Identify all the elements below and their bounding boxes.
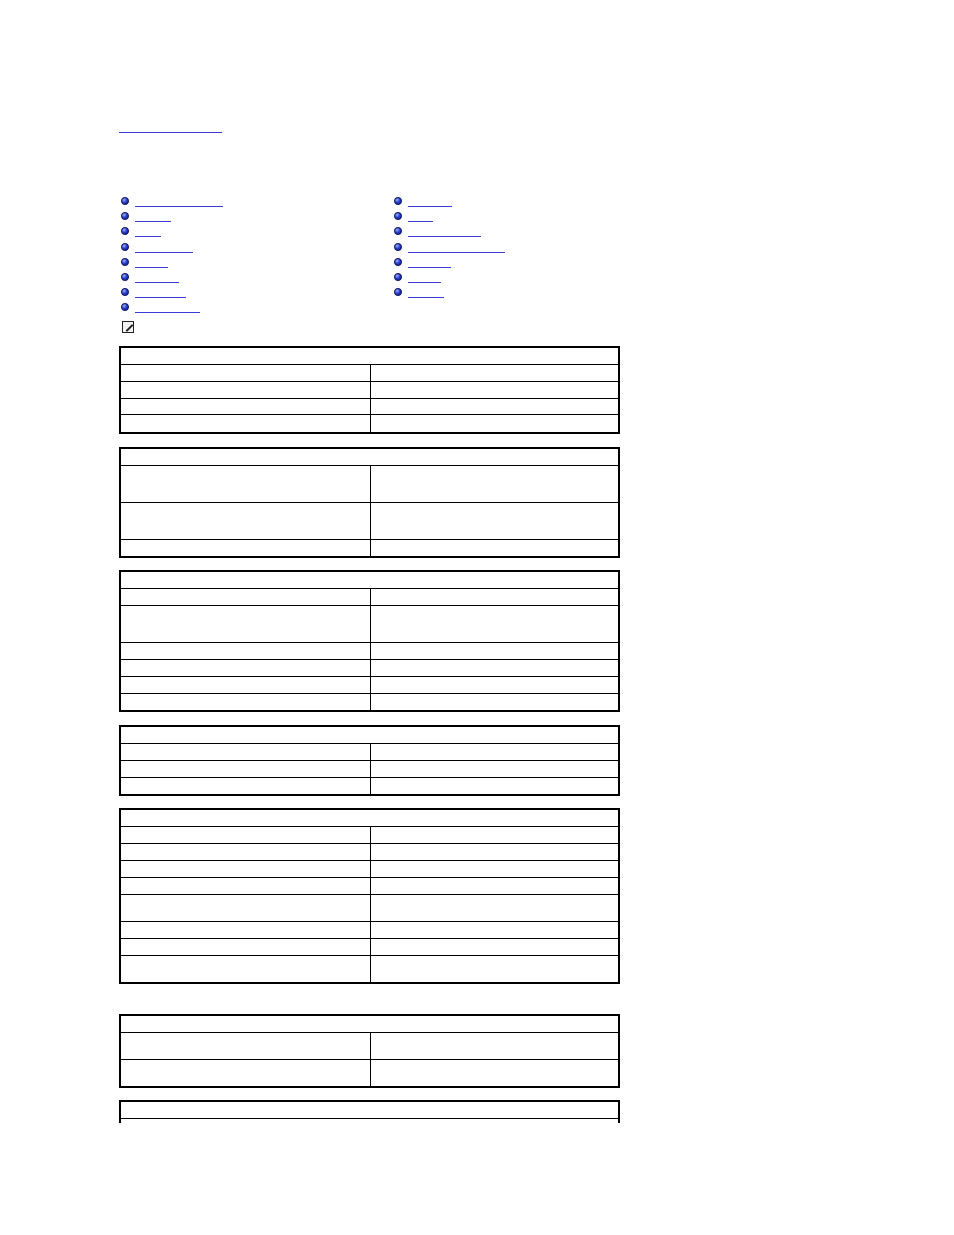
table-cell-value — [371, 778, 618, 794]
bullet-icon — [121, 212, 129, 220]
table-row — [121, 956, 618, 982]
table-row — [121, 778, 618, 794]
table-row — [121, 643, 618, 660]
bullet-icon — [121, 303, 129, 311]
table-cell-label — [121, 844, 371, 860]
table-row — [121, 503, 618, 540]
table-header — [121, 449, 618, 466]
table-cell-label — [121, 466, 371, 502]
table-row — [121, 694, 618, 710]
table-cell-value — [371, 827, 618, 843]
table-cell-label — [121, 643, 371, 659]
toc-link[interactable] — [135, 196, 223, 207]
table-cell-label — [121, 382, 371, 398]
bullet-icon — [121, 288, 129, 296]
table-cell-value — [371, 744, 618, 760]
table-header — [121, 348, 618, 365]
table-cell-value — [371, 503, 618, 539]
bullet-icon — [394, 288, 402, 296]
bullet-icon — [394, 197, 402, 205]
table-cell-value — [371, 540, 618, 556]
table-row — [121, 827, 618, 844]
table-cell-value — [371, 878, 618, 894]
toc-link[interactable] — [408, 196, 452, 207]
table-row — [121, 895, 618, 922]
table-cell-value — [371, 694, 618, 710]
table-row — [121, 606, 618, 643]
table-cell-value — [371, 466, 618, 502]
table-cell-value — [371, 1060, 618, 1086]
table-row — [121, 761, 618, 778]
table-row — [121, 365, 618, 382]
table-row — [121, 540, 618, 556]
table-cell-value — [371, 589, 618, 605]
toc-link[interactable] — [135, 302, 200, 313]
table-cell-label — [121, 1033, 371, 1059]
table-row — [121, 861, 618, 878]
table-header — [121, 572, 618, 589]
toc-link[interactable] — [135, 226, 161, 237]
table-cell-value — [371, 606, 618, 642]
table-cell-label — [121, 677, 371, 693]
toc-link[interactable] — [408, 242, 505, 253]
table-cell-label — [121, 939, 371, 955]
table-cell-value — [371, 922, 618, 938]
bullet-icon — [394, 273, 402, 281]
table-cell-value — [371, 844, 618, 860]
bullet-icon — [121, 227, 129, 235]
spec-table — [119, 725, 620, 796]
table-cell-label — [121, 922, 371, 938]
toc-link[interactable] — [408, 287, 444, 298]
toc-link[interactable] — [135, 272, 179, 283]
table-cell-label — [121, 606, 371, 642]
table-cell-label — [121, 744, 371, 760]
table-cell-value — [371, 956, 618, 982]
table-header — [121, 727, 618, 744]
spec-table — [119, 570, 620, 712]
table-cell-label — [121, 761, 371, 777]
table-row — [121, 466, 618, 503]
table-cell-label — [121, 956, 371, 982]
table-row — [121, 844, 618, 861]
toc-link[interactable] — [408, 272, 441, 283]
toc-link[interactable] — [408, 226, 481, 237]
table-row — [121, 1060, 618, 1086]
table-row — [121, 415, 618, 432]
table-cell-value — [371, 1033, 618, 1059]
table-cell-label — [121, 1060, 371, 1086]
toc-link[interactable] — [135, 287, 186, 298]
toc-link[interactable] — [408, 211, 433, 222]
spec-table — [119, 1014, 620, 1088]
bullet-icon — [394, 258, 402, 266]
toc-link[interactable] — [135, 242, 193, 253]
table-cell-value — [371, 643, 618, 659]
table-cell-value — [371, 399, 618, 414]
bullet-icon — [394, 227, 402, 235]
table-row — [121, 589, 618, 606]
table-cell-value — [371, 382, 618, 398]
table-row — [121, 660, 618, 677]
table-cell-label — [121, 589, 371, 605]
table-cell-value — [371, 415, 618, 432]
table-cell-label — [121, 778, 371, 794]
spec-table — [119, 808, 620, 984]
bullet-icon — [121, 197, 129, 205]
table-row — [121, 922, 618, 939]
table-cell-label — [121, 895, 371, 921]
table-cell-value — [371, 660, 618, 676]
table-row — [121, 382, 618, 399]
bullet-icon — [121, 258, 129, 266]
spec-table — [119, 1100, 620, 1123]
table-row — [121, 878, 618, 895]
table-row — [121, 399, 618, 415]
table-cell-label — [121, 503, 371, 539]
table-row — [121, 939, 618, 956]
bullet-icon — [394, 212, 402, 220]
table-cell-label — [121, 861, 371, 877]
table-row — [121, 744, 618, 761]
spec-table — [119, 447, 620, 558]
table-cell-value — [371, 677, 618, 693]
table-header — [121, 1016, 618, 1033]
back-to-contents-link[interactable] — [119, 120, 222, 133]
table-header — [121, 810, 618, 827]
table-header — [121, 1102, 618, 1119]
spec-table — [119, 346, 620, 434]
table-cell-label — [121, 365, 371, 381]
toc-link[interactable] — [135, 211, 171, 222]
table-cell-value — [371, 761, 618, 777]
bullet-icon — [121, 273, 129, 281]
bullet-icon — [394, 243, 402, 251]
table-row — [121, 677, 618, 694]
bullet-icon — [121, 243, 129, 251]
table-cell-value — [371, 365, 618, 381]
table-cell-label — [121, 694, 371, 710]
table-cell-label — [121, 827, 371, 843]
note-pencil-icon — [122, 321, 134, 333]
toc-link[interactable] — [408, 257, 451, 268]
table-cell-label — [121, 660, 371, 676]
table-row — [121, 1033, 618, 1060]
table-cell-value — [371, 861, 618, 877]
table-cell-label — [121, 540, 371, 556]
toc-link[interactable] — [135, 257, 168, 268]
table-cell-label — [121, 878, 371, 894]
table-cell-label — [121, 415, 371, 432]
table-cell-value — [371, 939, 618, 955]
table-cell-label — [121, 399, 371, 414]
table-cell-value — [371, 895, 618, 921]
